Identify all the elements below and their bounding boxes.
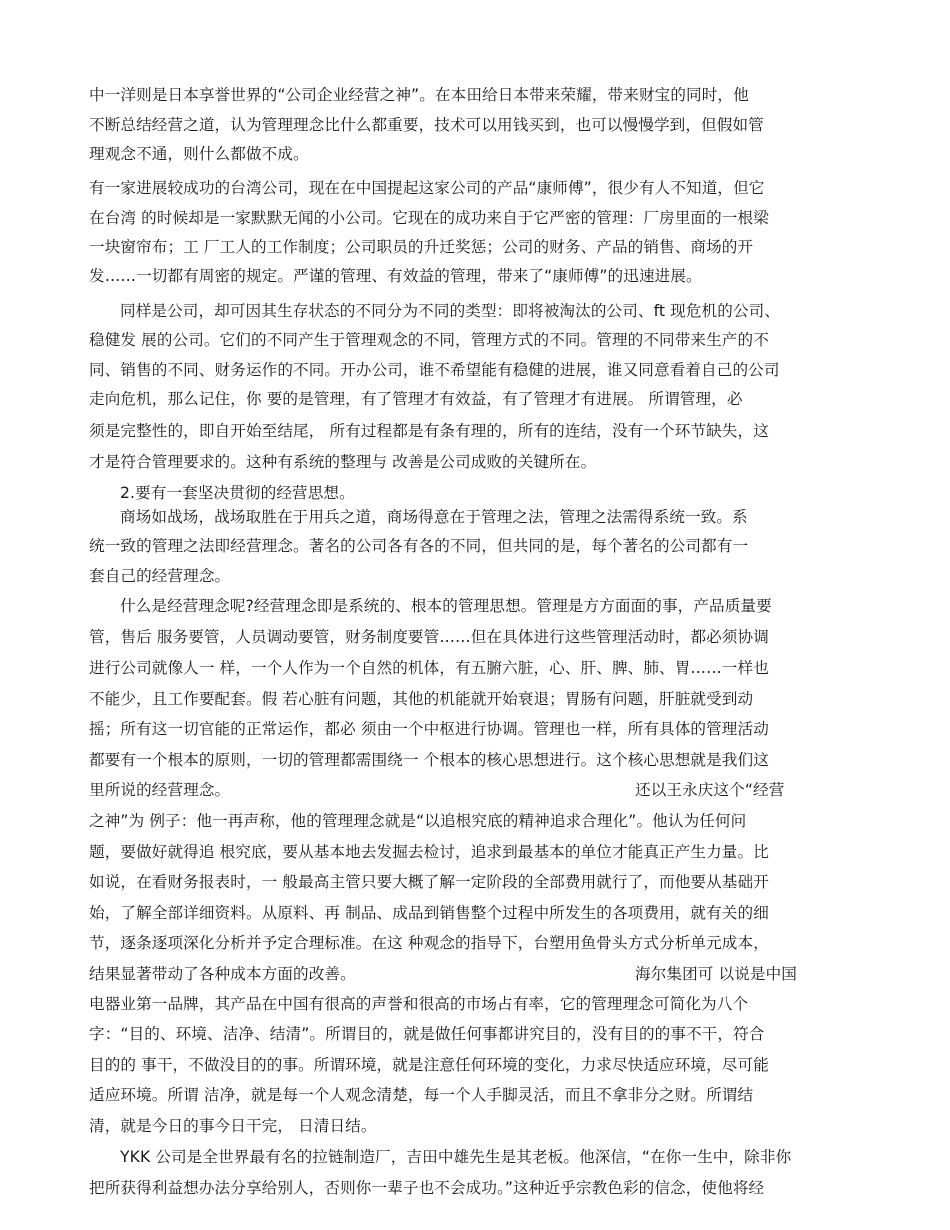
- text-line: 里所说的经营理念。: [89, 781, 231, 799]
- text-line: 管，售后 服务要管，人员调动要管，财务制度要管……但在具体进行这些管理活动时，都必须协调: [89, 628, 769, 646]
- text-line: 发……一切都有周密的规定。严谨的管理、有效益的管理，带来了“康师傅”的迅速进展。: [89, 267, 702, 285]
- text-line: 理观念不通，则什么都做不成。: [89, 145, 309, 163]
- text-line: 走向危机，那么记住，你 要的是管理，有了管理才有效益，有了管理才有进展。 所谓管理，必: [89, 390, 743, 408]
- text-line: 海尔集团可 以说是中国: [635, 965, 797, 983]
- text-line: 之神”为 例子：他一再声称，他的管理理念就是“以追根究底的精神追求合理化”。他认为任何问: [89, 812, 747, 830]
- text-line: 结果显著带动了各种成本方面的改善。: [89, 965, 356, 983]
- text-line: 一块窗帘布；工 厂工人的工作制度；公司职员的升迁奖惩；公司的财务、产品的销售、商场的开: [89, 238, 754, 256]
- text-line: 稳健发 展的公司。它们的不同产生于管理观念的不同，管理方式的不同。管理的不同带来生产的不: [89, 331, 769, 349]
- text-line: 套自己的经营理念。: [89, 567, 231, 585]
- text-line: 同样是公司，却可因其生存状态的不同分为不同的类型：即将被淘汰的公司、ft 现危机的公司、: [120, 302, 781, 320]
- text-line: 如说，在看财务报表时，一 般最高主管只要大概了解一定阶段的全部费用就行了，而他要从基础开: [89, 873, 769, 891]
- text-line: 不断总结经营之道，认为管理理念比什么都重要，技术可以用钱买到，也可以慢慢学到，但假如管: [89, 116, 764, 134]
- text-line: 都要有一个根本的原则，一切的管理都需围绕一 个根本的核心思想进行。这个核心思想就是我们这: [89, 751, 769, 769]
- text-line: 摇；所有这一切官能的正常运作，都必 须由一个中枢进行协调。管理也一样，所有具体的管理活动: [89, 720, 769, 738]
- text-line: 始，了解全部详细资料。从原料、再 制品、成品到销售整个过程中所发生的各项费用，就有关的细: [89, 904, 769, 922]
- text-line: 须是完整性的，即自开始至结尾， 所有过程都是有条有理的，所有的连结，没有一个环节缺失，这: [89, 422, 769, 440]
- text-line: YKK 公司是全世界最有名的拉链制造厂，吉田中雄先生是其老板。他深信，“在你一生中，除非你: [120, 1148, 792, 1166]
- text-line: 节，逐条逐项深化分析并予定合理标准。在这 种观念的指导下，台塑用鱼骨头方式分析单元成本，: [89, 934, 769, 952]
- text-line: 统一致的管理之法即经营理念。著名的公司各有各的不同，但共同的是，每个著名的公司都有一: [89, 537, 749, 555]
- text-line: 有一家进展较成功的台湾公司，现在在中国提起这家公司的产品“康师傅”，很少有人不知道，但它: [89, 179, 765, 197]
- text-line: 进行公司就像人一 样，一个人作为一个自然的机体，有五腑六脏，心、肝、脾、肺、胃……一样也: [89, 659, 769, 677]
- text-line: 把所获得利益想办法分享给别人，否则你一辈子也不会成功。”这种近乎宗教色彩的信念，使他将经: [89, 1179, 765, 1197]
- text-line: 适应环境。所谓 洁净，就是每一个人观念清楚，每一个人手脚灵活，而且不拿非分之财。所谓结: [89, 1086, 754, 1104]
- text-line: 还以王永庆这个“经营: [635, 781, 785, 799]
- text-line: 目的的 事干，不做没目的的事。所谓环境，就是注意任何环境的变化，力求尽快适应环境，尽可能: [89, 1056, 769, 1074]
- text-line: 同、销售的不同、财务运作的不同。开办公司，谁不希望能有稳健的进展，谁又同意看着自己的公司: [89, 361, 780, 379]
- text-line: 什么是经营理念呢?经营理念即是系统的、根本的管理思想。管理是方方面面的事，产品质量要: [120, 597, 772, 615]
- text-line: 字：“目的、环境、洁净、结清”。所谓目的，就是做任何事都讲究目的，没有目的的事不干，符合: [89, 1025, 765, 1043]
- text-line: 中一洋则是日本享誉世界的“公司企业经营之神”。在本田给日本带来荣耀，带来财宝的同时，他: [89, 86, 749, 104]
- text-line: 题，要做好就得追 根究底，要从基本地去发掘去检讨，追求到最基本的单位才能真正产生力量。比: [89, 843, 769, 861]
- section-heading: 2.要有一套坚决贯彻的经营思想。: [120, 484, 355, 502]
- text-line: 不能少，且工作要配套。假 若心脏有问题，其他的机能就开始衰退；胃肠有问题，肝脏就受到动: [89, 690, 754, 708]
- text-line: 商场如战场，战场取胜在于用兵之道，商场得意在于管理之法，管理之法需得系统一致。系: [120, 508, 748, 526]
- text-line: 电器业第一品牌，其产品在中国有很高的声誉和很高的市场占有率，它的管理理念可简化为八个: [89, 995, 749, 1013]
- text-line: 清，就是今日的事今日干完， 日清日结。: [89, 1117, 377, 1135]
- text-line: 在台湾 的时候却是一家默默无闻的小公司。它现在的成功来自于它严密的管理：厂房里面的一根梁: [89, 209, 769, 227]
- text-line: 才是符合管理要求的。这种有系统的整理与 改善是公司成败的关键所在。: [89, 453, 597, 471]
